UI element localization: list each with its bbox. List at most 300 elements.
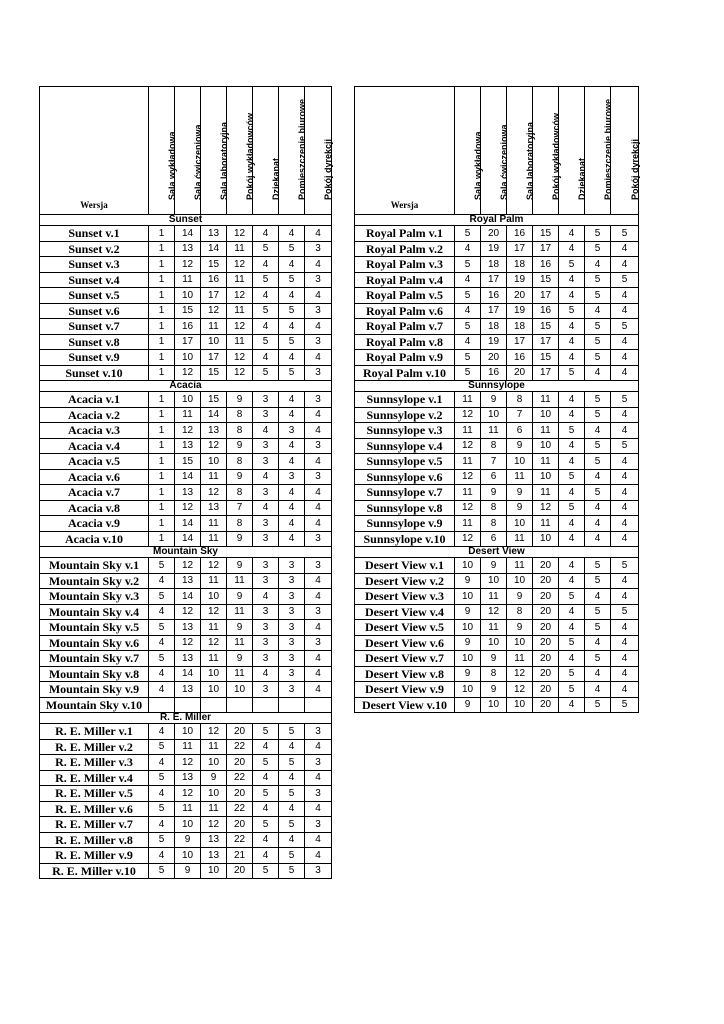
room-count-cell: 3: [305, 334, 332, 350]
room-count-cell: 4: [559, 226, 585, 242]
room-count-cell: 5: [585, 319, 611, 335]
room-count-cell: 4: [149, 755, 175, 771]
version-name: Sunnsylope v.9: [355, 516, 455, 532]
version-name: R. E. Miller v.8: [40, 832, 149, 848]
table-row: [40, 407, 332, 423]
room-count-cell: 5: [585, 241, 611, 257]
room-count-cell: 4: [611, 423, 639, 439]
room-count-cell: 5: [279, 303, 305, 319]
room-count-cell: 9: [507, 485, 533, 501]
room-count-cell: 5: [149, 620, 175, 636]
room-count-cell: 22: [227, 832, 253, 848]
table-row: [40, 817, 332, 833]
room-count-cell: 20: [227, 755, 253, 771]
table-row: [40, 848, 332, 864]
room-count-cell: 3: [253, 454, 279, 470]
room-count-cell: 4: [149, 786, 175, 802]
room-count-cell: 10: [481, 635, 507, 651]
room-count-cell: 12: [175, 500, 201, 516]
room-count-cell: 10: [507, 454, 533, 470]
room-count-cell: 4: [585, 682, 611, 698]
room-count-cell: 9: [227, 392, 253, 408]
room-count-cell: 12: [201, 485, 227, 501]
room-count-cell: 4: [279, 407, 305, 423]
room-count-cell: 9: [455, 697, 481, 713]
table-row: [355, 651, 639, 667]
room-count-cell: 10: [175, 817, 201, 833]
room-count-cell: 9: [455, 604, 481, 620]
room-count-cell: 5: [253, 241, 279, 257]
room-count-cell: 4: [559, 620, 585, 636]
version-name: R. E. Miller v.1: [40, 724, 149, 740]
room-count-cell: 4: [279, 739, 305, 755]
room-count-cell: 9: [227, 651, 253, 667]
room-count-cell: 20: [533, 697, 559, 713]
room-count-cell: 17: [533, 334, 559, 350]
room-count-cell: 4: [253, 666, 279, 682]
room-count-cell: 5: [559, 589, 585, 605]
room-count-cell: 4: [611, 589, 639, 605]
room-count-cell: 4: [305, 770, 332, 786]
table-row: [355, 319, 639, 335]
room-count-cell: 3: [305, 272, 332, 288]
room-count-cell: 4: [559, 604, 585, 620]
table-row: [355, 438, 639, 454]
room-count-cell: 11: [507, 531, 533, 547]
room-count-cell: 5: [559, 635, 585, 651]
room-count-cell: 4: [279, 288, 305, 304]
room-count-cell: 10: [507, 697, 533, 713]
group-title: Sunnsylope: [355, 381, 639, 392]
room-count-cell: 9: [227, 469, 253, 485]
room-count-cell: 14: [175, 469, 201, 485]
version-name: R. E. Miller v.3: [40, 755, 149, 771]
room-count-cell: 4: [305, 350, 332, 366]
room-count-cell: 1: [149, 438, 175, 454]
room-count-cell: 1: [149, 226, 175, 242]
room-count-cell: 10: [507, 573, 533, 589]
room-count-cell: 5: [149, 739, 175, 755]
room-count-cell: 13: [175, 485, 201, 501]
room-count-cell: 20: [533, 604, 559, 620]
room-count-cell: 5: [279, 272, 305, 288]
room-count-cell: 22: [227, 739, 253, 755]
room-count-cell: 4: [305, 257, 332, 273]
room-count-cell: 10: [175, 288, 201, 304]
room-count-cell: 4: [253, 770, 279, 786]
room-count-cell: 4: [585, 666, 611, 682]
table-row: [355, 257, 639, 273]
column-header-wersja: Wersja: [355, 87, 455, 215]
room-count-cell: 19: [507, 303, 533, 319]
room-count-cell: 4: [279, 832, 305, 848]
column-header: Pokój dyrekcji: [611, 87, 639, 215]
room-count-cell: 3: [279, 682, 305, 698]
room-count-cell: 10: [227, 682, 253, 698]
room-count-cell: 5: [611, 226, 639, 242]
room-count-cell: 4: [611, 334, 639, 350]
room-count-cell: 11: [533, 454, 559, 470]
room-count-cell: 11: [455, 485, 481, 501]
room-count-cell: 5: [585, 651, 611, 667]
room-count-cell: 4: [253, 589, 279, 605]
room-count-cell: 5: [611, 697, 639, 713]
room-count-cell: 4: [253, 848, 279, 864]
room-count-cell: 4: [611, 350, 639, 366]
room-count-cell: 14: [175, 531, 201, 547]
room-count-cell: 16: [507, 350, 533, 366]
room-count-cell: 10: [481, 407, 507, 423]
room-count-cell: 9: [455, 666, 481, 682]
room-count-cell: 9: [455, 635, 481, 651]
room-count-cell: 6: [507, 423, 533, 439]
table-row: [355, 604, 639, 620]
room-count-cell: 9: [481, 558, 507, 574]
room-count-cell: 4: [585, 635, 611, 651]
version-name: Desert View v.7: [355, 651, 455, 667]
table-row: [40, 770, 332, 786]
room-count-cell: 12: [201, 635, 227, 651]
room-count-cell: 4: [305, 848, 332, 864]
room-count-cell: 3: [305, 303, 332, 319]
table-row: [355, 697, 639, 713]
room-count-cell: 4: [611, 469, 639, 485]
room-count-cell: 3: [253, 407, 279, 423]
column-header: Pomieszczenie biurowe: [585, 87, 611, 215]
room-count-cell: 8: [227, 407, 253, 423]
room-count-cell: 9: [481, 392, 507, 408]
room-count-cell: 5: [611, 438, 639, 454]
version-name: R. E. Miller v.6: [40, 801, 149, 817]
version-name: Sunnsylope v.1: [355, 392, 455, 408]
table-row: [355, 516, 639, 532]
room-count-cell: 10: [455, 589, 481, 605]
table-row: [355, 454, 639, 470]
version-name: Desert View v.1: [355, 558, 455, 574]
room-count-cell: 4: [585, 516, 611, 532]
room-count-cell: 20: [507, 365, 533, 381]
room-count-cell: 5: [149, 589, 175, 605]
version-name: Sunnsylope v.10: [355, 531, 455, 547]
room-count-cell: 4: [149, 666, 175, 682]
room-count-cell: 10: [455, 620, 481, 636]
room-count-cell: 5: [279, 863, 305, 879]
room-count-cell: 8: [507, 392, 533, 408]
room-count-cell: 4: [559, 350, 585, 366]
room-count-cell: 3: [305, 786, 332, 802]
version-name: Sunset v.3: [40, 257, 149, 273]
version-name: Acacia v.2: [40, 407, 149, 423]
room-count-cell: 9: [227, 620, 253, 636]
room-count-cell: 4: [611, 682, 639, 698]
room-count-cell: 9: [175, 832, 201, 848]
room-count-cell: 10: [533, 469, 559, 485]
room-count-cell: 10: [201, 334, 227, 350]
room-count-cell: 12: [455, 531, 481, 547]
column-header: Pokój wykładowców: [227, 87, 253, 215]
table-row: [355, 485, 639, 501]
room-count-cell: 5: [253, 303, 279, 319]
room-count-cell: 5: [585, 485, 611, 501]
room-count-cell: 3: [253, 573, 279, 589]
room-count-cell: 17: [175, 334, 201, 350]
room-count-cell: 15: [533, 350, 559, 366]
room-count-cell: 3: [253, 531, 279, 547]
room-count-cell: 5: [279, 755, 305, 771]
table-row: [355, 589, 639, 605]
table-row: [40, 739, 332, 755]
room-count-cell: 1: [149, 350, 175, 366]
table-row: [40, 755, 332, 771]
version-name: Mountain Sky v.8: [40, 666, 149, 682]
room-count-cell: 4: [611, 573, 639, 589]
room-count-cell: 3: [305, 531, 332, 547]
room-count-cell: 4: [149, 682, 175, 698]
room-count-cell: 10: [201, 589, 227, 605]
room-count-cell: 17: [507, 241, 533, 257]
room-count-cell: 1: [149, 319, 175, 335]
room-count-cell: 4: [305, 500, 332, 516]
room-count-cell: 5: [279, 241, 305, 257]
version-name: Acacia v.5: [40, 454, 149, 470]
room-count-cell: 4: [559, 288, 585, 304]
room-count-cell: 11: [227, 334, 253, 350]
version-name: Sunset v.8: [40, 334, 149, 350]
room-count-cell: 4: [559, 558, 585, 574]
room-count-cell: [149, 697, 175, 713]
room-count-cell: 3: [279, 666, 305, 682]
group-row: [40, 713, 332, 724]
room-count-cell: 12: [201, 438, 227, 454]
room-count-cell: 8: [481, 516, 507, 532]
room-count-cell: 8: [481, 500, 507, 516]
room-count-cell: 9: [507, 620, 533, 636]
room-count-cell: 4: [149, 724, 175, 740]
room-count-cell: 3: [253, 438, 279, 454]
room-count-cell: 5: [253, 786, 279, 802]
table-row: [355, 469, 639, 485]
room-count-cell: 8: [481, 666, 507, 682]
room-count-cell: 5: [279, 724, 305, 740]
table-row: [40, 257, 332, 273]
room-count-cell: 5: [585, 226, 611, 242]
room-count-cell: 3: [279, 469, 305, 485]
version-name: Acacia v.4: [40, 438, 149, 454]
room-count-cell: 13: [201, 226, 227, 242]
table-row: [355, 620, 639, 636]
room-count-cell: 5: [585, 350, 611, 366]
room-count-cell: 1: [149, 454, 175, 470]
room-count-cell: 3: [305, 817, 332, 833]
room-count-cell: 13: [201, 832, 227, 848]
room-count-cell: 10: [533, 531, 559, 547]
room-count-cell: 4: [279, 454, 305, 470]
room-count-cell: 3: [305, 604, 332, 620]
room-count-cell: 8: [227, 454, 253, 470]
room-count-cell: 1: [149, 241, 175, 257]
version-name: R. E. Miller v.5: [40, 786, 149, 802]
room-count-cell: 13: [175, 241, 201, 257]
room-count-cell: 11: [201, 739, 227, 755]
column-header: Sala wykładowa: [455, 87, 481, 215]
version-name: Royal Palm v.3: [355, 257, 455, 273]
table-row: [40, 531, 332, 547]
room-count-cell: 5: [611, 558, 639, 574]
header-row: [40, 87, 332, 215]
room-count-cell: 4: [305, 226, 332, 242]
room-count-cell: 14: [175, 516, 201, 532]
room-count-cell: 11: [481, 589, 507, 605]
room-count-cell: 1: [149, 423, 175, 439]
room-count-cell: 5: [585, 438, 611, 454]
table-row: [355, 635, 639, 651]
version-name: Mountain Sky v.2: [40, 573, 149, 589]
room-count-cell: 10: [201, 786, 227, 802]
room-count-cell: 4: [305, 573, 332, 589]
table-row: [355, 226, 639, 242]
version-name: Royal Palm v.5: [355, 288, 455, 304]
room-count-cell: 12: [175, 558, 201, 574]
room-count-cell: 8: [227, 485, 253, 501]
group-row: [40, 215, 332, 226]
table-row: [355, 303, 639, 319]
room-count-cell: 12: [455, 469, 481, 485]
room-count-cell: 11: [201, 651, 227, 667]
room-count-cell: 4: [611, 241, 639, 257]
right-variants-table: [354, 86, 639, 713]
room-count-cell: 5: [455, 365, 481, 381]
room-count-cell: 1: [149, 516, 175, 532]
room-count-cell: 11: [455, 516, 481, 532]
room-count-cell: 7: [227, 500, 253, 516]
version-name: Acacia v.3: [40, 423, 149, 439]
room-count-cell: 12: [227, 350, 253, 366]
room-count-cell: 12: [175, 423, 201, 439]
room-count-cell: [279, 697, 305, 713]
room-count-cell: 16: [533, 257, 559, 273]
room-count-cell: 20: [533, 558, 559, 574]
room-count-cell: 13: [175, 573, 201, 589]
header-row: [355, 87, 639, 215]
room-count-cell: 5: [585, 392, 611, 408]
room-count-cell: 16: [481, 288, 507, 304]
room-count-cell: 8: [481, 438, 507, 454]
room-count-cell: 5: [253, 365, 279, 381]
table-row: [40, 303, 332, 319]
room-count-cell: 20: [507, 288, 533, 304]
version-name: Royal Palm v.2: [355, 241, 455, 257]
version-name: R. E. Miller v.10: [40, 863, 149, 879]
room-count-cell: 5: [149, 651, 175, 667]
room-count-cell: 4: [559, 573, 585, 589]
room-count-cell: 4: [279, 531, 305, 547]
left-variants-table: [39, 86, 332, 879]
room-count-cell: 5: [149, 558, 175, 574]
room-count-cell: 20: [481, 350, 507, 366]
room-count-cell: 3: [305, 392, 332, 408]
room-count-cell: 4: [611, 485, 639, 501]
table-row: [40, 272, 332, 288]
room-count-cell: 5: [149, 801, 175, 817]
room-count-cell: 11: [533, 516, 559, 532]
table-row: [40, 485, 332, 501]
room-count-cell: 9: [227, 589, 253, 605]
version-name: Mountain Sky v.5: [40, 620, 149, 636]
column-header: Pomieszczenie biurowe: [279, 87, 305, 215]
room-count-cell: 4: [279, 438, 305, 454]
room-count-cell: 9: [481, 651, 507, 667]
room-count-cell: 4: [149, 848, 175, 864]
version-name: Sunset v.2: [40, 241, 149, 257]
room-count-cell: 4: [611, 303, 639, 319]
room-count-cell: 10: [455, 558, 481, 574]
room-count-cell: 4: [585, 531, 611, 547]
room-count-cell: 5: [455, 350, 481, 366]
room-count-cell: 19: [507, 272, 533, 288]
room-count-cell: 10: [455, 682, 481, 698]
room-count-cell: 12: [455, 500, 481, 516]
room-count-cell: 11: [175, 739, 201, 755]
room-count-cell: 20: [227, 724, 253, 740]
room-count-cell: 11: [481, 620, 507, 636]
room-count-cell: 15: [201, 365, 227, 381]
room-count-cell: 4: [455, 241, 481, 257]
version-name: Mountain Sky v.4: [40, 604, 149, 620]
room-count-cell: 12: [175, 365, 201, 381]
room-count-cell: 11: [507, 558, 533, 574]
room-count-cell: 4: [585, 365, 611, 381]
table-row: [355, 423, 639, 439]
room-count-cell: 5: [149, 832, 175, 848]
room-count-cell: 13: [201, 500, 227, 516]
room-count-cell: 5: [253, 334, 279, 350]
table-row: [40, 573, 332, 589]
room-count-cell: 3: [279, 651, 305, 667]
room-count-cell: 9: [507, 589, 533, 605]
room-count-cell: 5: [253, 817, 279, 833]
room-count-cell: 12: [175, 786, 201, 802]
room-count-cell: 4: [253, 226, 279, 242]
room-count-cell: 4: [305, 620, 332, 636]
room-count-cell: 16: [533, 303, 559, 319]
room-count-cell: 5: [585, 454, 611, 470]
room-count-cell: 10: [175, 724, 201, 740]
room-count-cell: 3: [305, 755, 332, 771]
room-count-cell: 4: [253, 469, 279, 485]
room-count-cell: 4: [279, 801, 305, 817]
room-count-cell: 5: [559, 666, 585, 682]
room-count-cell: 15: [533, 226, 559, 242]
room-count-cell: 20: [481, 226, 507, 242]
room-count-cell: 4: [279, 392, 305, 408]
room-count-cell: 20: [227, 817, 253, 833]
version-name: Sunset v.4: [40, 272, 149, 288]
room-count-cell: 5: [253, 724, 279, 740]
room-count-cell: 9: [227, 558, 253, 574]
room-count-cell: 9: [481, 485, 507, 501]
version-name: Mountain Sky v.10: [40, 697, 149, 713]
table-row: [40, 423, 332, 439]
room-count-cell: 4: [559, 485, 585, 501]
table-row: [40, 801, 332, 817]
table-row: [40, 226, 332, 242]
room-count-cell: 11: [201, 573, 227, 589]
room-count-cell: 10: [175, 848, 201, 864]
room-count-cell: 4: [559, 438, 585, 454]
room-count-cell: 3: [253, 485, 279, 501]
version-name: Sunnsylope v.4: [355, 438, 455, 454]
room-count-cell: 5: [455, 226, 481, 242]
